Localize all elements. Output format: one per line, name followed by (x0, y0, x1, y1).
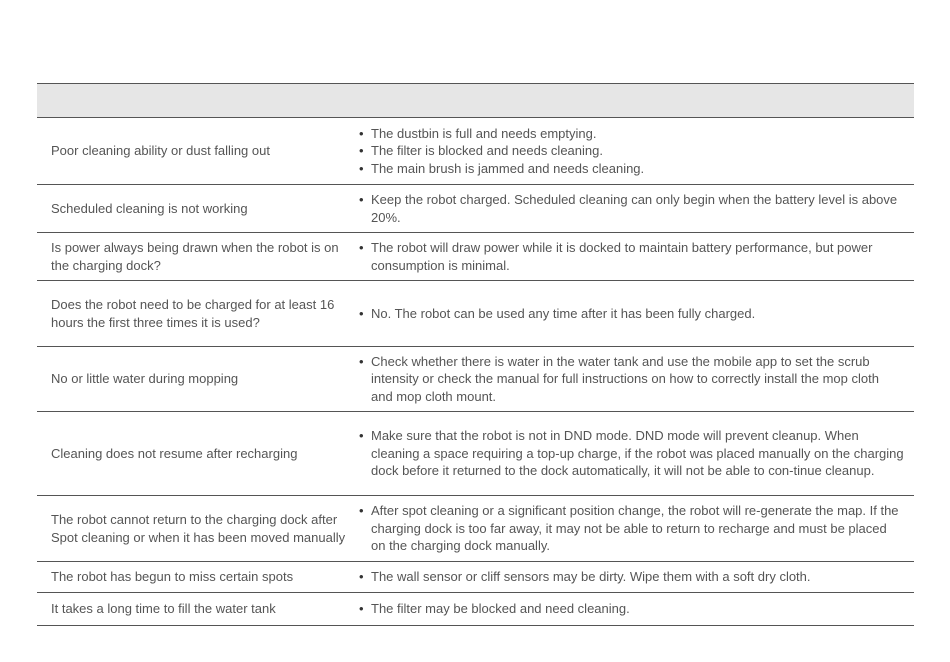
solution-item (359, 600, 904, 618)
problem-cell: It takes a long time to fill the water tank (51, 601, 276, 617)
solution-item (359, 239, 904, 274)
solution-text: No. The robot can be used any time after it has been fully charged. (371, 305, 756, 321)
table-row (37, 118, 914, 185)
bullet-icon: • (359, 125, 364, 141)
solution-text: The robot will draw power while it is docked to maintain battery performance, but power consumption is minimal. (371, 240, 873, 273)
table-header (37, 84, 914, 118)
problem-cell: Does the robot need to be charged for at least 16 hours the first three times it is used? (51, 297, 335, 330)
problem-cell: Cleaning does not resume after recharging (51, 445, 298, 461)
bullet-icon: • (359, 503, 364, 519)
solution-cell (359, 353, 914, 406)
solution-item (359, 191, 904, 226)
bullet-icon: • (359, 428, 364, 444)
solution-cell (359, 239, 914, 274)
table-row (37, 412, 914, 496)
problem-cell: No or little water during mopping (51, 371, 239, 387)
solution-cell (359, 568, 914, 586)
solution-text: After spot cleaning or a significant position change, the robot will re-generate the map. If the charging dock is too far away, it may not be able to return to recharge and must be placed on the charging dock manually. (371, 503, 899, 554)
solution-text: Keep the robot charged. Scheduled cleaning can only begin when the battery level is above 20%. (371, 192, 898, 225)
solution-text: Make sure that the robot is not in DND mode. DND mode will prevent cleanup. When cleaning a space requiring a top-up charge, if the robot was placed manually on the charging dock before it returned to the dock automatically, it will not be able to con-tinue cleanup. (371, 428, 904, 479)
table-row (37, 233, 914, 281)
solution-text: The wall sensor or cliff sensors may be dirty. Wipe them with a soft dry cloth. (371, 569, 811, 585)
solution-cell (359, 305, 914, 323)
solution-text: The main brush is jammed and needs cleaning. (371, 160, 645, 176)
bullet-icon: • (359, 601, 364, 617)
bullet-icon: • (359, 160, 364, 176)
troubleshooting-table (37, 83, 914, 626)
solution-cell (359, 502, 914, 555)
solution-cell (359, 125, 914, 178)
solution-item (359, 305, 904, 323)
problem-cell: Is power always being drawn when the robot is on the charging dock? (51, 240, 339, 273)
table-row (37, 496, 914, 562)
table-row (37, 593, 914, 626)
problem-cell: The robot cannot return to the charging dock after Spot cleaning or when it has been moved manually (51, 512, 346, 545)
solution-item (359, 125, 904, 143)
bullet-icon: • (359, 353, 364, 369)
problem-cell: Scheduled cleaning is not working (51, 200, 248, 216)
solution-item (359, 568, 904, 586)
solution-text: The dustbin is full and needs emptying. (371, 125, 597, 141)
problem-cell: The robot has begun to miss certain spots (51, 569, 294, 585)
solution-text: The filter is blocked and needs cleaning. (371, 143, 603, 159)
solution-cell (359, 427, 914, 480)
bullet-icon: • (359, 143, 364, 159)
table-row (37, 281, 914, 347)
bullet-icon: • (359, 240, 364, 255)
solution-item (359, 353, 904, 406)
solution-cell (359, 191, 914, 226)
solution-item (359, 160, 904, 178)
bullet-icon: • (359, 192, 364, 207)
solution-item (359, 427, 904, 480)
problem-cell: Poor cleaning ability or dust falling out (51, 143, 270, 159)
solution-text: Check whether there is water in the water tank and use the mobile app to set the scrub intensity or check the manual for full instructions on how to correctly install the mop cloth and mop cloth mount. (371, 353, 879, 404)
table-row (37, 347, 914, 412)
table-row (37, 562, 914, 593)
solution-item (359, 142, 904, 160)
bullet-icon: • (359, 569, 364, 585)
solution-item (359, 502, 904, 555)
solution-cell (359, 600, 914, 618)
bullet-icon: • (359, 305, 364, 321)
solution-text: The filter may be blocked and need cleaning. (371, 601, 630, 617)
table-row (37, 185, 914, 233)
